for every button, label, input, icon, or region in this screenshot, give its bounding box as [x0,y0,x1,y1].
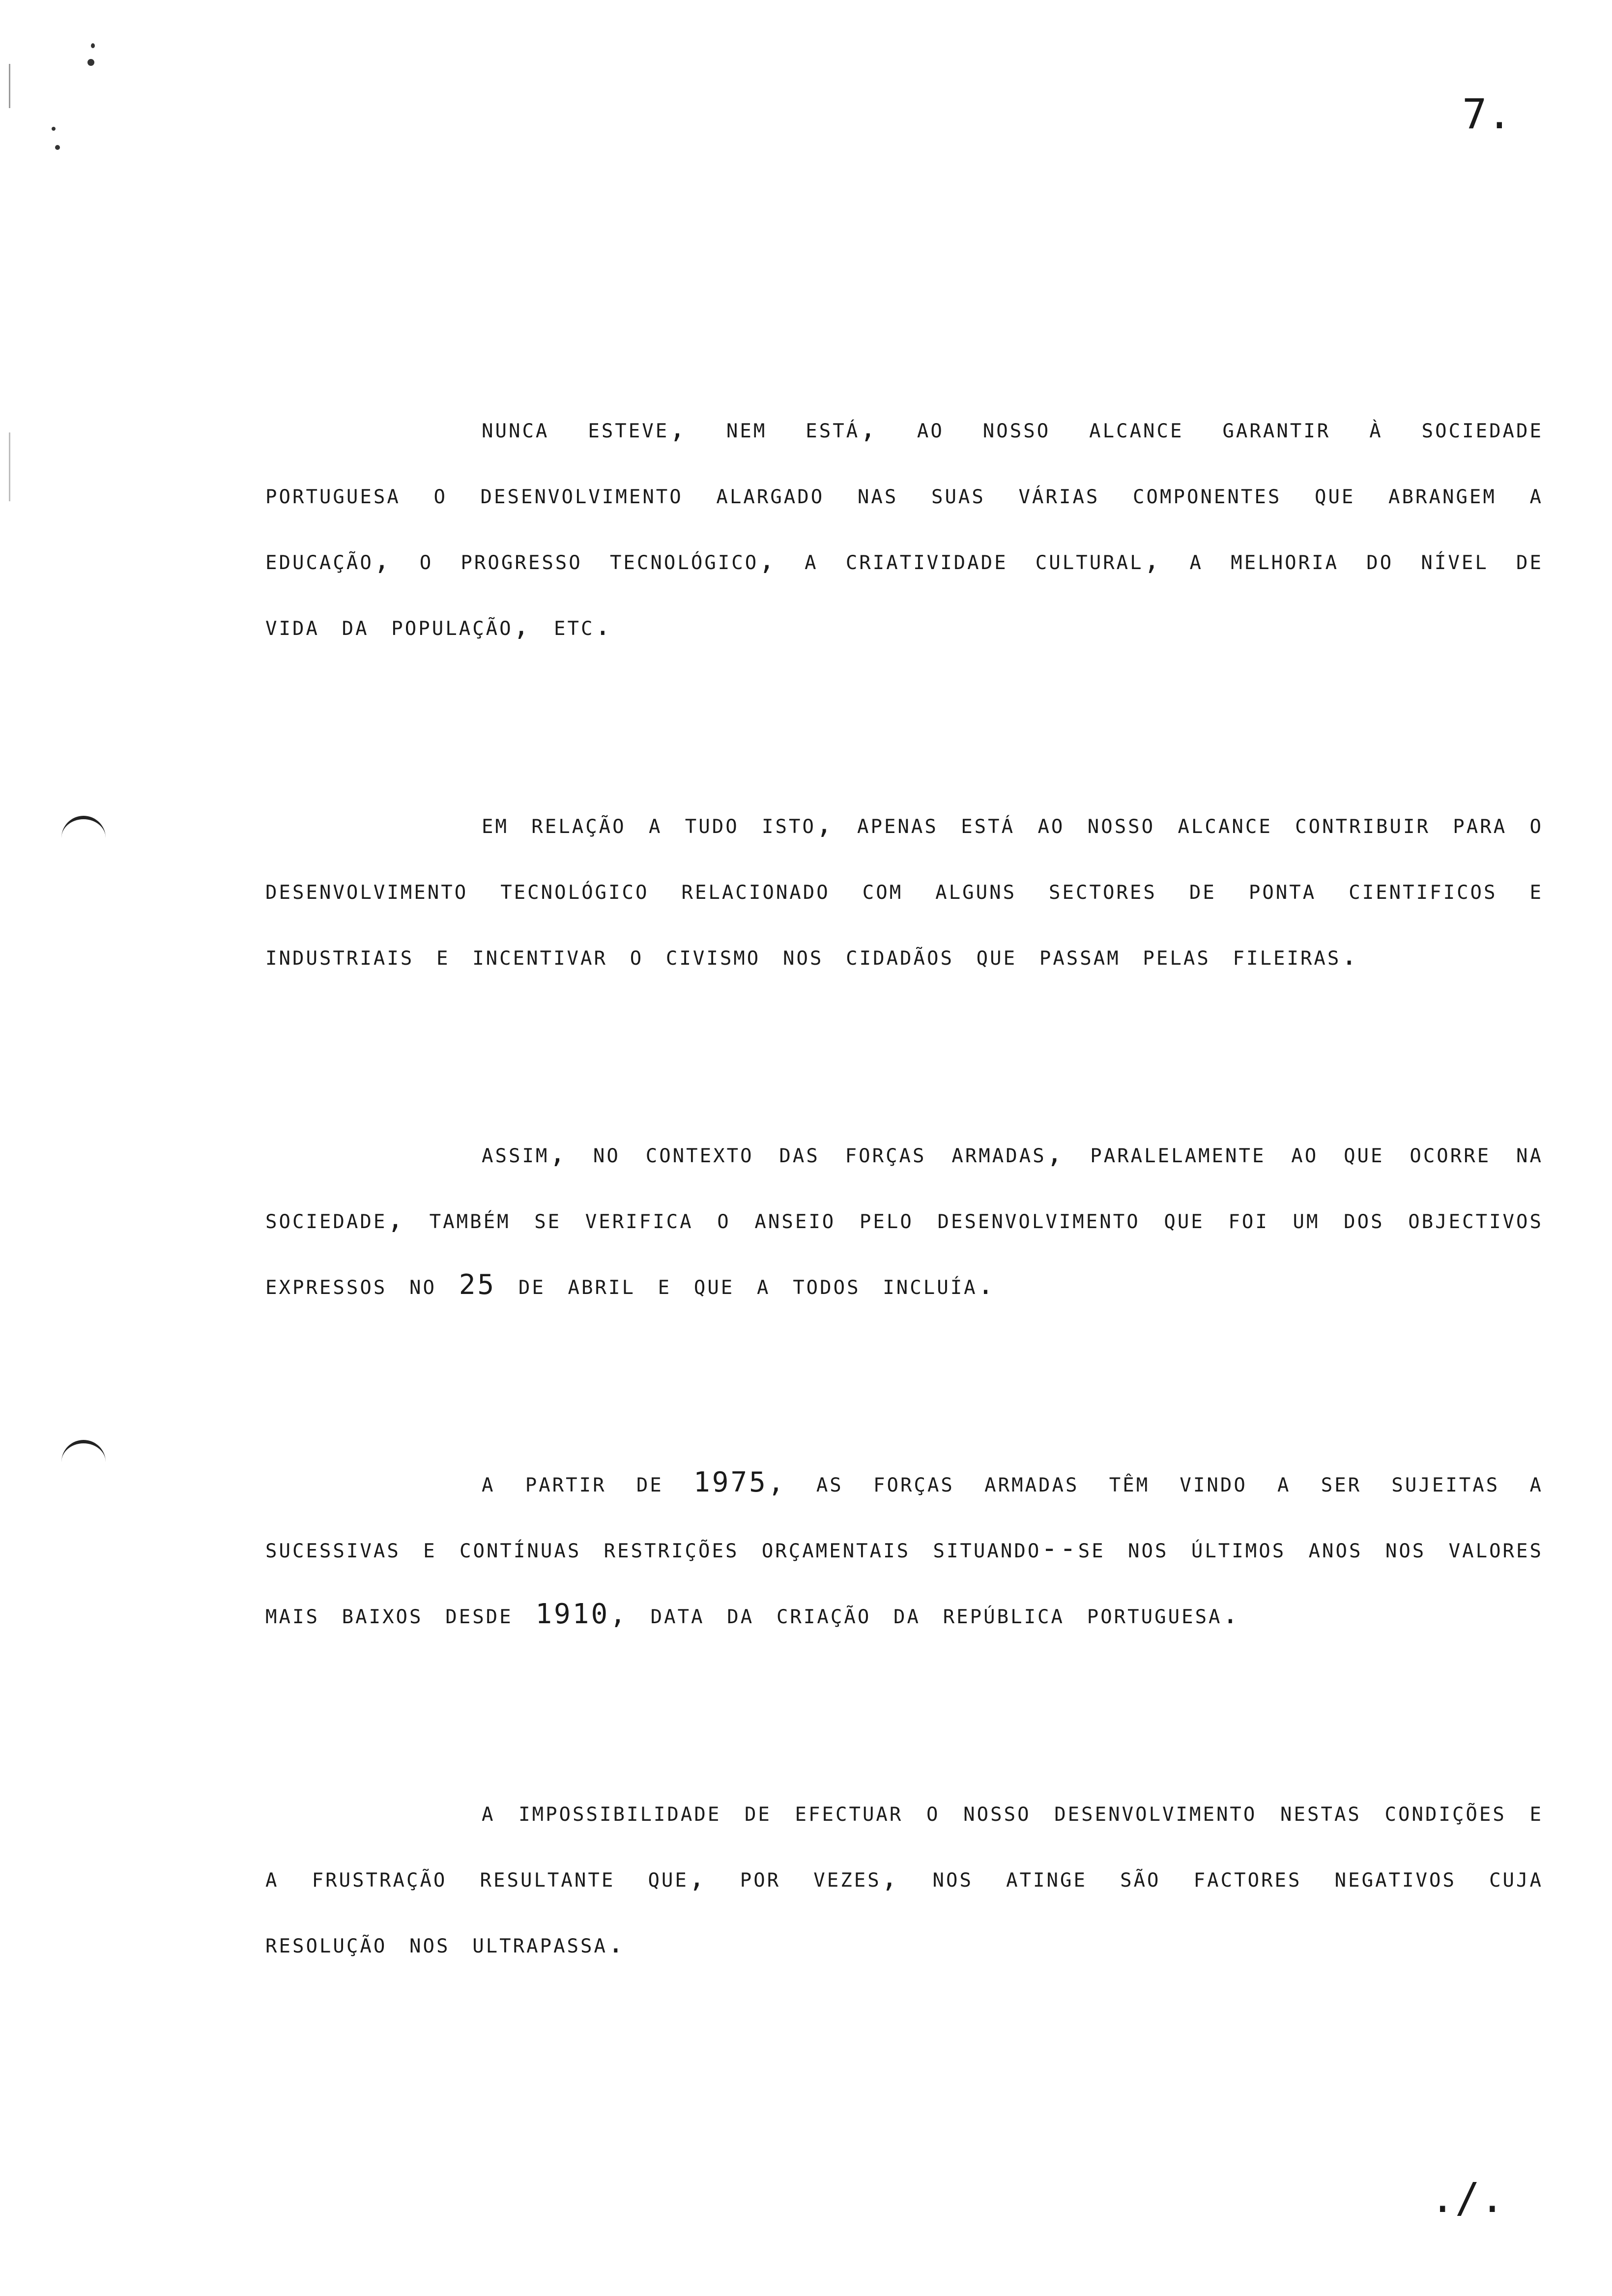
scan-speck [87,59,94,66]
paragraph-2-text: em relação a tudo isto, apenas está ao nosso alcance contribuir para o desenvolvimento tecnológico relacionado com alguns sectores de ponta cientificos e industriais e incentivar o civismo nos cidadãos que passam pelas fileiras. [265,808,1543,972]
punch-hole-mark [61,1440,106,1473]
scan-speck [91,43,95,48]
scan-edge-line [9,432,10,501]
paragraph-4 [265,1450,1543,1647]
continuation-mark: ./. [1430,2174,1505,2222]
paragraph-1-text: nunca esteve, nem está, ao nosso alcance garantir à sociedade portuguesa o desenvolvimento alargado nas suas várias componentes que abrangem a educação, o progresso tecnológico, a criatividade cultural, a melhoria do nível de vida da população, etc. [265,412,1543,642]
scan-edge-line [9,64,10,108]
paragraph-2 [265,791,1543,989]
page-number: 7. [1462,90,1512,138]
paragraph-3 [265,1120,1543,1318]
punch-hole-mark [61,816,106,849]
paragraph-5-text: a impossibilidade de efectuar o nosso desenvolvimento nestas condições e a frustração resultante que, por vezes, nos atinge são factores negativos cuja resolução nos ultrapassa. [265,1796,1543,1959]
paragraph-5 [265,1779,1543,1977]
paragraph-1 [265,396,1543,659]
paragraph-3-text: assim, no contexto das forças armadas, paralelamente ao que ocorre na sociedade, também se verifica o anseio pelo desenvolvimento que foi um dos objectivos expressos no 25 de abril e que a todos incluía. [265,1137,1543,1301]
scan-speck [52,127,56,131]
scan-speck [55,145,60,150]
paragraph-4-text: a partir de 1975, as forças armadas têm vindo a ser sujeitas a sucessivas e contínuas restrições orçamentais situando--se nos últimos anos nos valores mais baixos desde 1910, data da criação da república portuguesa. [265,1466,1543,1630]
